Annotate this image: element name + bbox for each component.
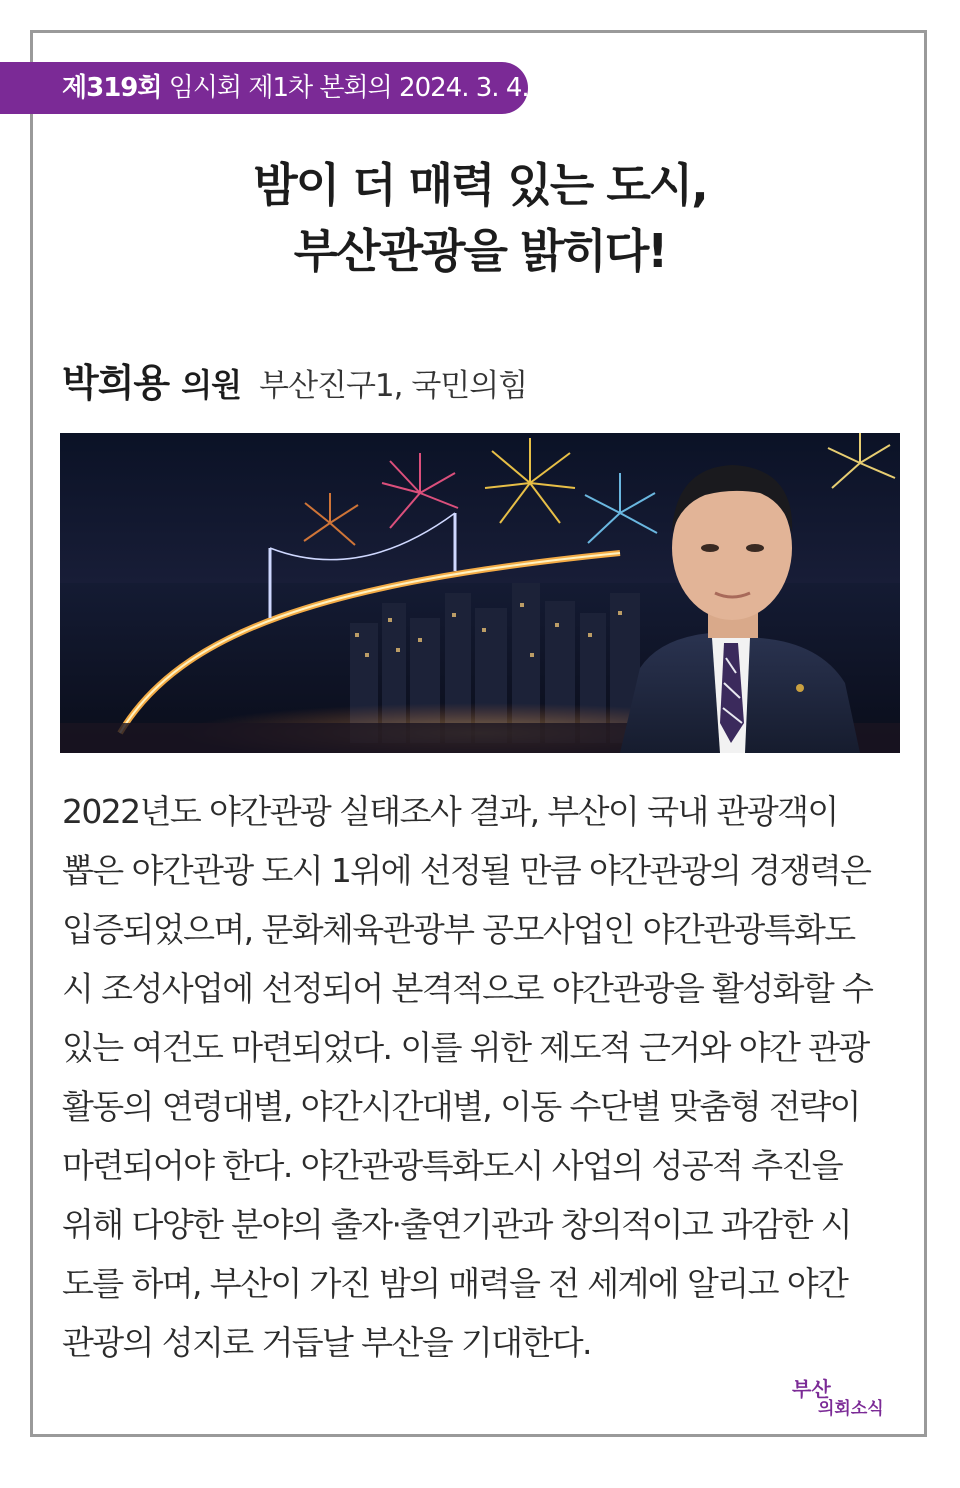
session-number: 제319회 <box>62 73 162 103</box>
body-line: 도를 하며, 부산이 가진 밤의 매력을 전 세계에 알리고 야간 <box>62 1264 848 1303</box>
speaker-info <box>62 352 527 407</box>
article-body <box>62 782 900 1372</box>
speaker-name: 박희용 <box>62 361 170 405</box>
title-line-1: 밤이 더 매력 있는 도시, <box>253 158 707 212</box>
logo-top-text: 부산 <box>792 1377 831 1401</box>
session-detail: 임시회 제1차 본회의 2024. 3. 4. <box>168 73 529 103</box>
body-line: 마련되어야 한다. 야간관광특화도시 사업의 성공적 추진을 <box>62 1146 843 1185</box>
body-line: 활동의 연령대별, 야간시간대별, 이동 수단별 맞춤형 전략이 <box>62 1087 860 1126</box>
council-news-logo <box>790 1372 920 1418</box>
body-line: 위해 다양한 분야의 출자·출연기관과 창의적이고 과감한 시 <box>62 1205 851 1244</box>
night-city-fireworks-image <box>60 433 900 753</box>
page-title <box>60 152 900 284</box>
body-line: 시 조성사업에 선정되어 본격적으로 야간관광을 활성화할 수 <box>62 969 873 1008</box>
session-badge <box>0 62 528 114</box>
body-line: 관광의 성지로 거듭날 부산을 기대한다. <box>62 1323 591 1362</box>
body-line: 입증되었으며, 문화체육관광부 공모사업인 야간관광특화도 <box>62 910 855 949</box>
body-line: 뽑은 야간관광 도시 1위에 선정될 만큼 야간관광의 경쟁력은 <box>62 851 871 890</box>
speaker-district: 부산진구1, 국민의힘 <box>259 368 528 404</box>
logo-bottom-text: 의회소식 <box>818 1399 884 1418</box>
hero-image <box>60 433 900 753</box>
title-line-2: 부산관광을 밝히다! <box>293 224 667 278</box>
speaker-role: 의원 <box>181 366 242 404</box>
body-line: 2022년도 야간관광 실태조사 결과, 부산이 국내 관광객이 <box>62 792 838 831</box>
body-line: 있는 여건도 마련되었다. 이를 위한 제도적 근거와 야간 관광 <box>62 1028 869 1067</box>
